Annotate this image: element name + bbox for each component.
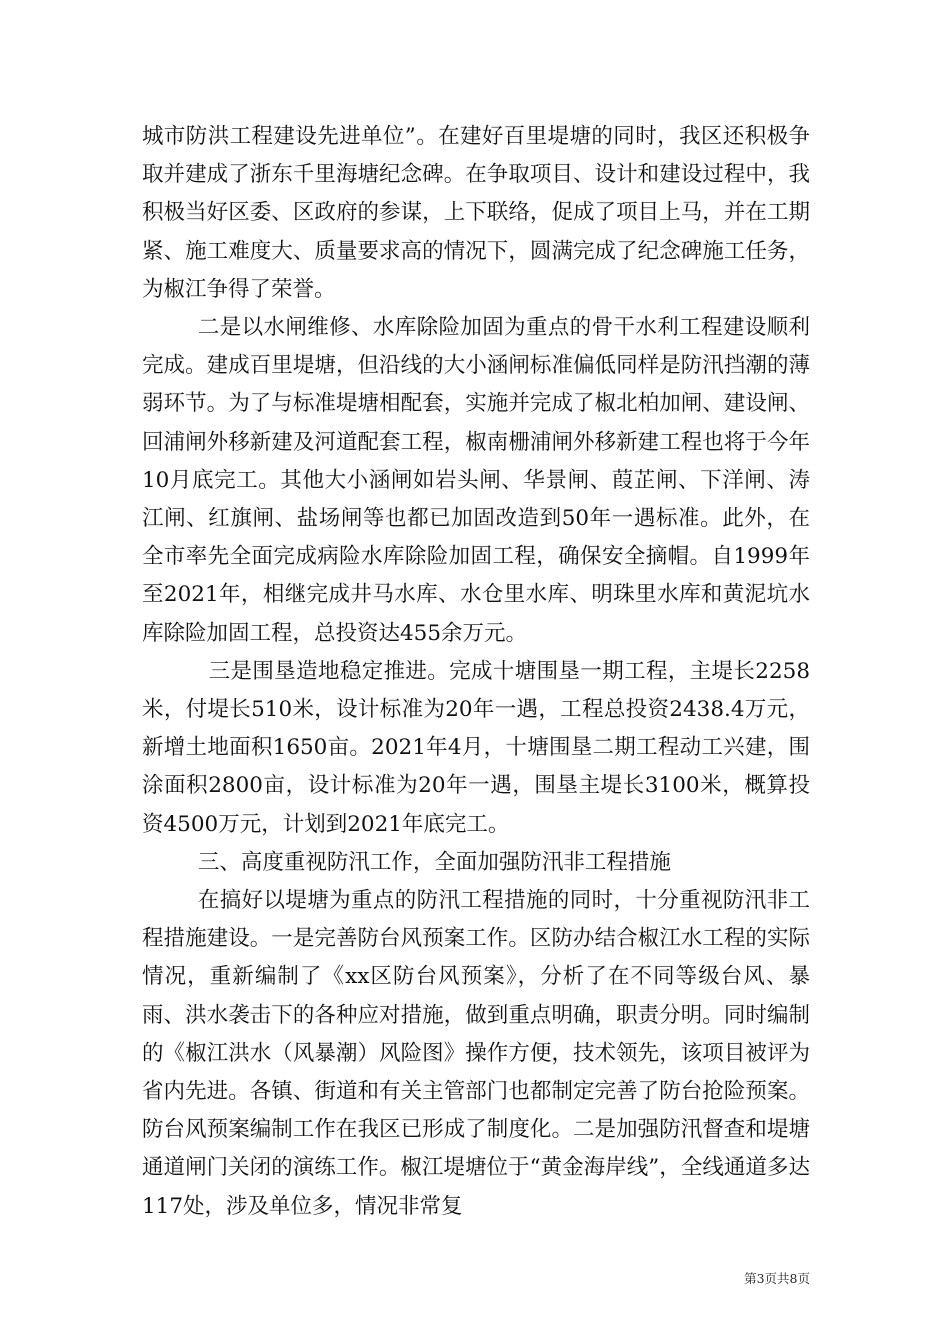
paragraph-2: 二是以水闸维修、水库除险加固为重点的骨干水利工程建设顺利完成。建成百里堤塘，但沿线的大小涵闸标准偏低同样是防汛挡潮的薄弱环节。为了与标准堤塘相配套，实施并完成了椒北柏加闸、建设闸、回浦闸外移新建及河道配套工程，椒南栅浦闸外移新建工程也将于今年10月底完工。其他大小涵闸如岩头闸、华景闸、葭芷闸、下洋闸、涛江闸、红旗闸、盐场闸等也都已加固改造到50年一遇标准。此外，在全市率先全面完成病险水库除险加固工程，确保安全摘帽。自1999年至2021年，相继完成井马水库、水仓里水库、明珠里水库和黄泥坑水库除险加固工程，总投资达455余万元。 [142,315,810,646]
page-number: 第3页共8页 [744,1271,810,1286]
paragraph-4: 在搞好以堤塘为重点的防汛工程措施的同时，十分重视防汛非工程措施建设。一是完善防台风预案工作。区防办结合椒江水工程的实际情况，重新编制了《xx区防台风预案》，分析了在不同等级台风、暴雨、洪水袭击下的各种应对措施，做到重点明确，职责分明。同时编制的《椒江洪水（风暴潮）风险图》操作方便，技术领先，该项目被评为省内先进。各镇、街道和有关主管部门也都制定完善了防台抢险预案。防台风预案编制工作在我区已形成了制度化。二是加强防汛督查和堤塘通道闸门关闭的演练工作。椒江堤塘位于“黄金海岸线”，全线通道多达117处，涉及单位多，情况非常复 [142,888,810,1219]
section-heading: 三、高度重视防汛工作，全面加强防汛非工程措施 [197,849,671,875]
document-body [142,118,810,1226]
paragraph-3: 三是围垦造地稳定推进。完成十塘围垦一期工程，主堤长2258米，付堤长510米，设计标准为20年一遇，工程总投资2438.4万元，新增土地面积1650亩。2021年4月，十塘围垦二期工程动工兴建，围涂面积2800亩，设计标准为20年一遇，围垦主堤长3100米，概算投资4500万元，计划到2021年底完工。 [142,658,810,837]
paragraph-1: 城市防洪工程建设先进单位”。在建好百里堤塘的同时，我区还积极争取并建成了浙东千里海塘纪念碑。在争取项目、设计和建设过程中，我积极当好区委、区政府的参谋，上下联络，促成了项目上马，并在工期紧、施工难度大、质量要求高的情况下，圆满完成了纪念碑施工任务，为椒江争得了荣誉。 [142,124,810,302]
